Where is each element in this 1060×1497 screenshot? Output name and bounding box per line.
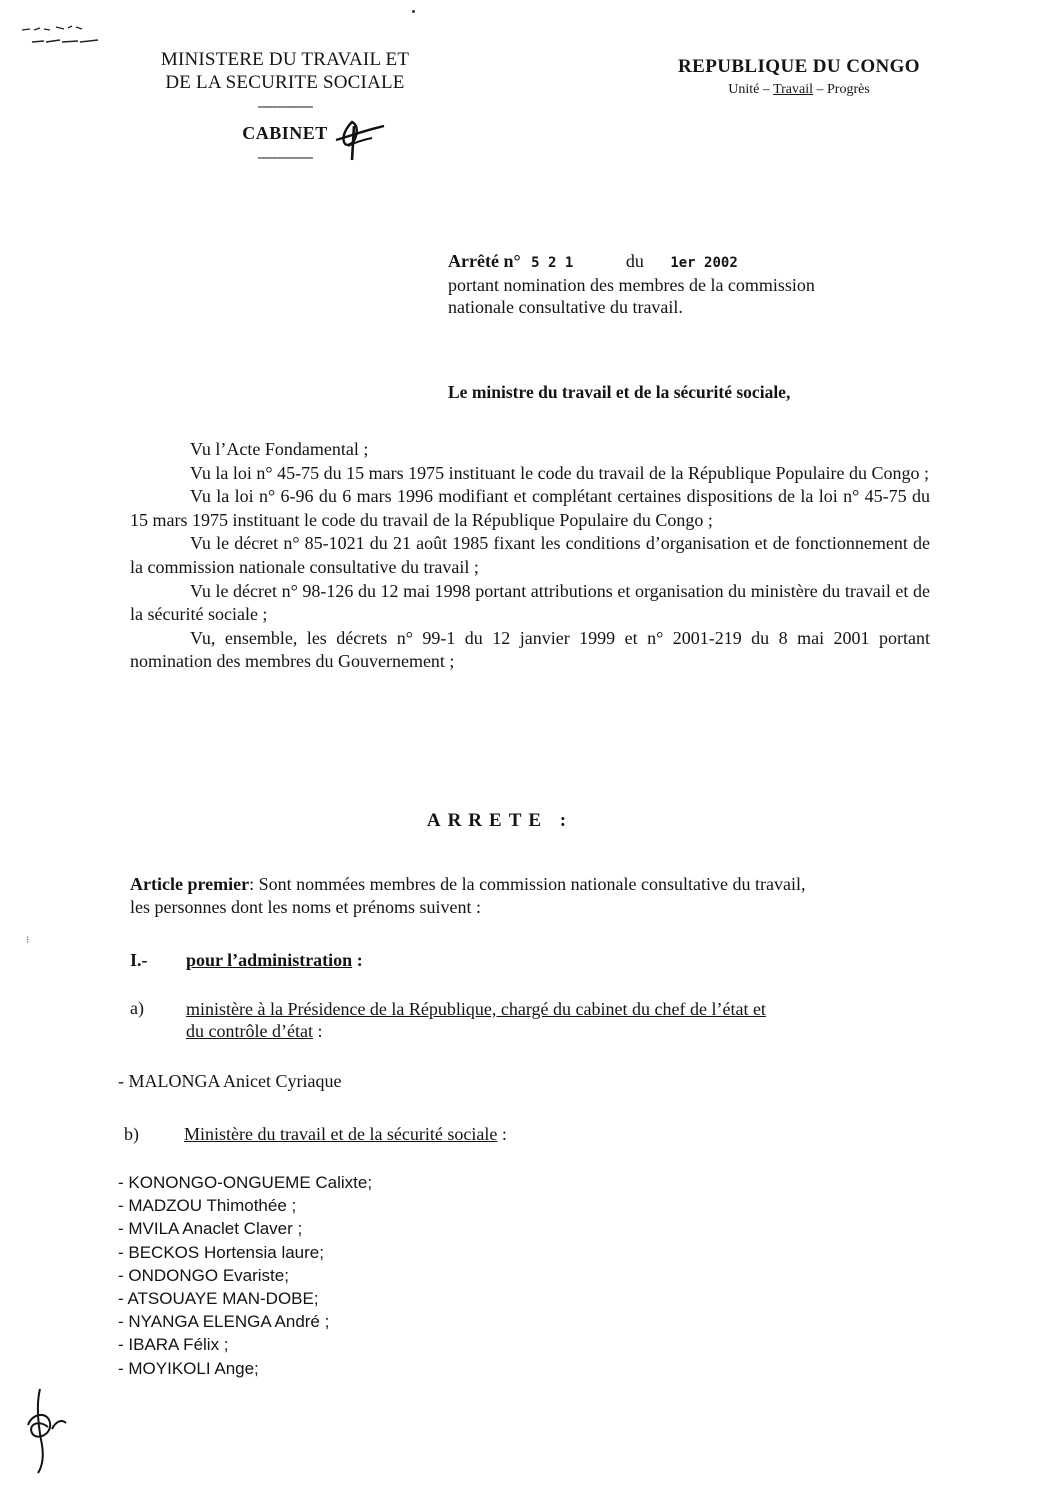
subsection-b-number: b) — [124, 1124, 139, 1144]
national-motto — [640, 82, 958, 98]
section-suffix: : — [352, 950, 363, 970]
subsection-a-suffix: : — [312, 1021, 323, 1041]
list-item: - IBARA Félix ; — [118, 1335, 229, 1355]
section-heading — [186, 950, 363, 971]
cabinet-label: CABINET — [242, 123, 328, 143]
arrete-reference — [448, 250, 908, 318]
subsection-a-number: a) — [130, 998, 144, 1018]
ministry-line-2: DE LA SECURITE SOCIALE — [165, 72, 405, 93]
visa-3: Vu la loi n° 6-96 du 6 mars 1996 modifiant et complétant certaines dispositions de la loi n° 45-75 du 15 mars 1975 instituant le code du travail de la République Populaire du Congo ; — [130, 486, 930, 530]
visas-block — [130, 438, 930, 674]
list-item: - KONONGO-ONGUEME Calixte; — [118, 1173, 373, 1192]
list-item: - NYANGA ELENGA André ; — [118, 1312, 330, 1332]
arrete-date: 1er 2002 — [670, 255, 738, 271]
arrete-number: 5 2 1 — [531, 255, 574, 271]
subsection-a-text-1: ministère à la Présidence de la République, chargé du cabinet du chef de l’état et — [186, 999, 766, 1019]
section-number: I.- — [130, 950, 148, 970]
republic-name: REPUBLIQUE DU CONGO — [678, 56, 920, 77]
arrete-subject-1: portant nomination des membres de la commission — [448, 275, 815, 295]
ministry-header — [120, 48, 450, 165]
members-list — [118, 1171, 372, 1380]
subsection-b-text: Ministère du travail et de la sécurité sociale — [184, 1124, 498, 1144]
cabinet-initials-signature — [332, 118, 388, 167]
article-text-2: les personnes dont les noms et prénoms suivent : — [130, 897, 481, 917]
motto-part-1: Unité – — [728, 82, 774, 97]
list-item: - MOYIKOLI Ange; — [118, 1358, 259, 1378]
list-item: - ATSOUAYE MAN-DOBE; — [118, 1289, 319, 1309]
list-item: - MVILA Anaclet Claver ; — [118, 1219, 303, 1239]
article-text-1: : Sont nommées membres de la commission nationale consultative du travail, — [249, 874, 806, 894]
subsection-a-heading — [186, 998, 886, 1042]
archive-stamp — [20, 18, 110, 59]
list-item: - ONDONGO Evariste; — [118, 1265, 289, 1285]
subsection-b-heading — [184, 1124, 507, 1145]
arrete-label: Arrêté n° — [448, 251, 521, 271]
visa-1: Vu l’Acte Fondamental ; — [190, 439, 369, 459]
section-label: pour l’administration — [186, 950, 353, 970]
visa-4: Vu le décret n° 85-1021 du 21 août 1985 fixant les conditions d’organisation et de fonctionnement de la commission nationale consultative du travail ; — [130, 533, 930, 577]
minister-line: Le ministre du travail et de la sécurité sociale, — [448, 382, 791, 402]
visa-2: Vu la loi n° 45-75 du 15 mars 1975 instituant le code du travail de la République Populaire du Congo ; — [190, 462, 929, 483]
visa-5: Vu le décret n° 98-126 du 12 mai 1998 portant attributions et organisation du ministère du travail et de la sécurité sociale ; — [130, 580, 930, 625]
subsection-b-suffix: : — [497, 1124, 507, 1144]
article-premier — [130, 873, 930, 919]
arrete-number-line — [448, 250, 908, 274]
republic-header — [640, 56, 958, 98]
arrete-du: du — [625, 251, 644, 271]
speck — [412, 10, 415, 13]
list-item: - MADZOU Thimothée ; — [118, 1196, 297, 1216]
arrete-title: ARRETE : — [426, 810, 574, 831]
article-label: Article premier — [130, 874, 250, 894]
margin-tick: ⁝ — [26, 935, 30, 946]
motto-part-2: Travail — [773, 82, 813, 97]
arrete-subject-2: nationale consultative du travail. — [448, 297, 683, 317]
visa-6: Vu, ensemble, les décrets n° 99-1 du 12 janvier 1999 et n° 2001-219 du 8 mai 2001 portant nomination des membres du Gouvernement ; — [130, 627, 930, 672]
member-name: - MALONGA Anicet Cyriaque — [118, 1071, 342, 1091]
header-divider: --------------- — [257, 99, 313, 114]
subsection-a-text-2: du contrôle d’état — [186, 1021, 313, 1041]
list-item: - BECKOS Hortensia laure; — [118, 1242, 324, 1262]
cabinet-divider: --------------- — [257, 150, 313, 165]
page-initials-signature — [18, 1385, 78, 1480]
ministry-line-1: MINISTERE DU TRAVAIL ET — [160, 49, 410, 70]
motto-part-3: – Progrès — [813, 82, 870, 97]
